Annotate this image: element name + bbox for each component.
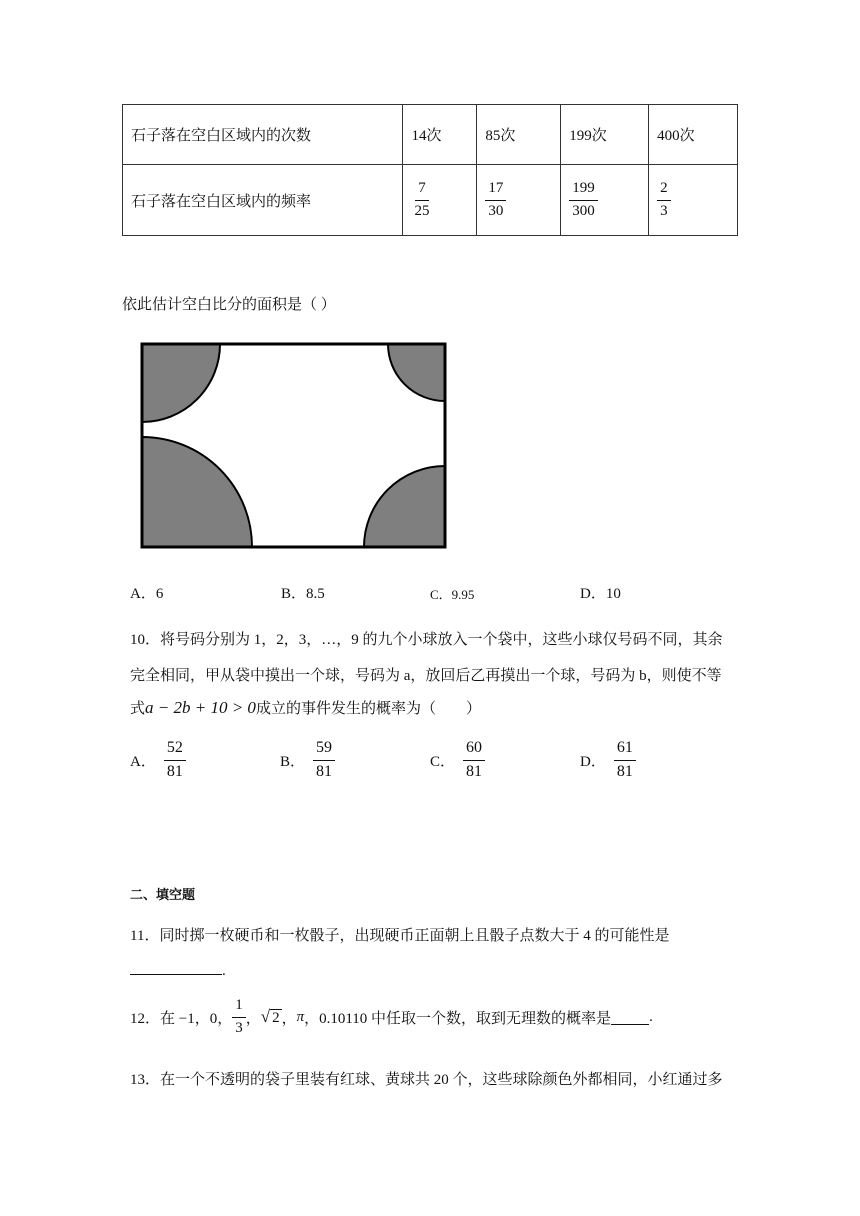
frequency-cell — [649, 165, 738, 236]
q10-line3: 式a − 2b + 10 > 0成立的事件发生的概率为（ ） — [130, 698, 481, 717]
q9-option-d: D．10 — [580, 586, 621, 602]
frequency-cell — [561, 165, 649, 236]
fraction-one-third: $\frac{1}{3}$ — [232, 998, 246, 1037]
table-row-count — [123, 105, 738, 165]
shaded-rectangle-figure — [138, 340, 450, 552]
row-label: 石子落在空白区域内的次数 — [123, 105, 403, 165]
q10-option-c: C． $\frac{60}{81}$ — [430, 740, 485, 781]
fraction: $\frac{7}{25}$ — [414, 179, 430, 219]
q9-option-c: C．9.95 — [430, 587, 475, 602]
q10-line1: 10．将号码分别为 1，2，3，…，9 的九个小球放入一个袋中，这些小球仅号码不同，其余 — [130, 632, 723, 648]
q10-option-d: D． $\frac{61}{81}$ — [580, 740, 636, 781]
q10-line2: 完全相同，甲从袋中摸出一个球，号码为 a，放回后乙再摸出一个球，号码为 b，则使不等 — [130, 668, 722, 684]
inequality: a − 2b + 10 > 0 — [145, 698, 256, 717]
q12-line: 12．在 −1，0， $\frac{1}{3}$ ，√ 2 ，π，0.10110 中任取一个数，取到无理数的概率是 . — [130, 997, 653, 1036]
frequency-cell — [477, 165, 561, 236]
answer-blank[interactable] — [611, 1010, 649, 1025]
count-cell: 400次 — [649, 105, 738, 165]
shaded-quarter-top-right — [388, 344, 445, 401]
q13-line1: 13．在一个不透明的袋子里装有红球、黄球共 20 个，这些球除颜色外都相同，小红通过多 — [130, 1072, 723, 1088]
q9-option-a: A．6 — [130, 586, 164, 602]
shaded-quarter-bottom-right — [364, 466, 445, 547]
count-cell: 85次 — [477, 105, 561, 165]
shaded-quarter-bottom-left — [142, 437, 252, 547]
table-row-frequency — [123, 165, 738, 236]
count-cell: 199次 — [561, 105, 649, 165]
q9-option-b: B．8.5 — [281, 586, 325, 602]
count-cell: 14次 — [403, 105, 477, 165]
sqrt-two: √ 2 — [260, 1007, 280, 1027]
q10-option-b: B． $\frac{59}{81}$ — [280, 740, 335, 781]
frequency-cell — [403, 165, 477, 236]
frequency-table — [122, 104, 738, 236]
q9-stem: 依此估计空白比分的面积是（ ） — [122, 297, 336, 313]
answer-blank[interactable] — [130, 958, 222, 975]
fraction: $\frac{17}{30}$ — [485, 181, 506, 220]
shaded-quarter-top-left — [142, 344, 220, 422]
fraction: $\frac{199}{300}$ — [569, 181, 598, 220]
fraction: $\frac{2}{3}$ — [657, 181, 671, 220]
section-title: 二、填空题 — [130, 888, 196, 903]
q11-line1: 11．同时掷一枚硬币和一枚骰子，出现硬币正面朝上且骰子点数大于 4 的可能性是 — [130, 928, 670, 944]
row-label: 石子落在空白区域内的频率 — [123, 165, 403, 236]
q10-option-a: A． $\frac{52}{81}$ — [130, 740, 186, 781]
q11-answer-line: . — [130, 958, 226, 980]
